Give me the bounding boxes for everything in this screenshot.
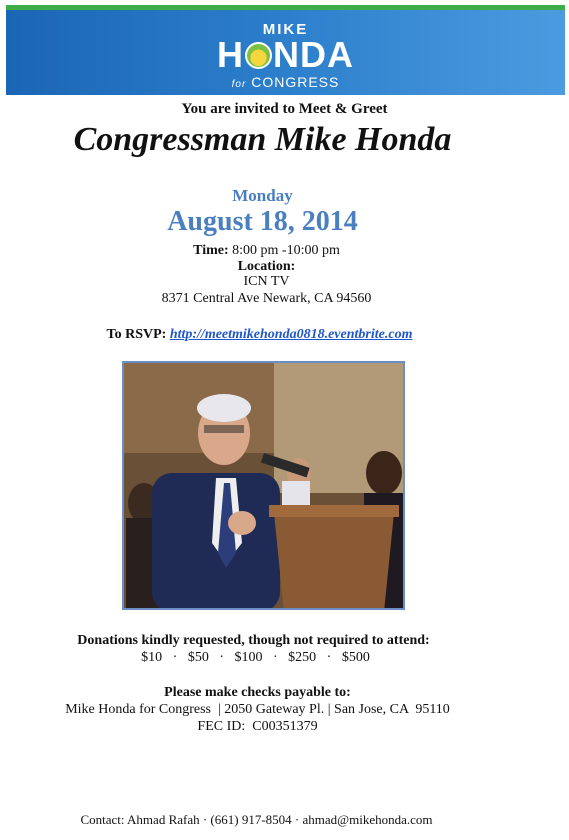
logo-last-name xyxy=(6,35,565,75)
header-banner xyxy=(6,5,565,95)
venue-address: 8371 Central Ave Newark, CA 94560 xyxy=(161,291,372,306)
event-date: August 18, 2014 xyxy=(167,206,358,237)
time-label: Time: xyxy=(193,243,229,258)
event-day: Monday xyxy=(232,186,293,205)
invite-intro: You are invited to Meet & Greet xyxy=(181,101,388,117)
logo-tagline xyxy=(6,74,565,90)
logo-first-name: MIKE xyxy=(262,21,309,38)
contact-info: Contact: Ahmad Rafah · (661) 917-8504 · ahmad@mikehonda.com xyxy=(80,812,433,827)
sun-icon xyxy=(245,42,272,69)
checks-payee: Mike Honda for Congress | 2050 Gateway Pl. | San Jose, CA 95110 xyxy=(65,702,450,717)
event-title: Congressman Mike Honda xyxy=(73,121,452,158)
location-label: Location: xyxy=(237,259,296,274)
event-photo xyxy=(122,361,405,610)
rsvp-label: To RSVP: xyxy=(106,327,167,342)
campaign-logo xyxy=(6,10,565,95)
logo-name-left: H xyxy=(217,34,244,75)
fec-id: FEC ID: C00351379 xyxy=(197,719,318,734)
donations-label: Donations kindly requested, though not required to attend: xyxy=(77,633,430,648)
rsvp-line xyxy=(0,327,544,343)
checks-label: Please make checks payable to: xyxy=(164,685,351,700)
donation-amounts: $10 · $50 · $100 · $250 · $500 xyxy=(141,650,370,665)
venue-name: ICN TV xyxy=(243,274,290,289)
logo-name-right: NDA xyxy=(273,34,354,75)
logo-congress: CONGRESS xyxy=(251,74,340,90)
event-time xyxy=(0,243,551,259)
logo-for: for xyxy=(231,79,247,90)
time-value: 8:00 pm -10:00 pm xyxy=(232,243,340,258)
rsvp-link[interactable]: http://meetmikehonda0818.eventbrite.com xyxy=(169,327,413,342)
photo-illustration xyxy=(124,363,405,610)
